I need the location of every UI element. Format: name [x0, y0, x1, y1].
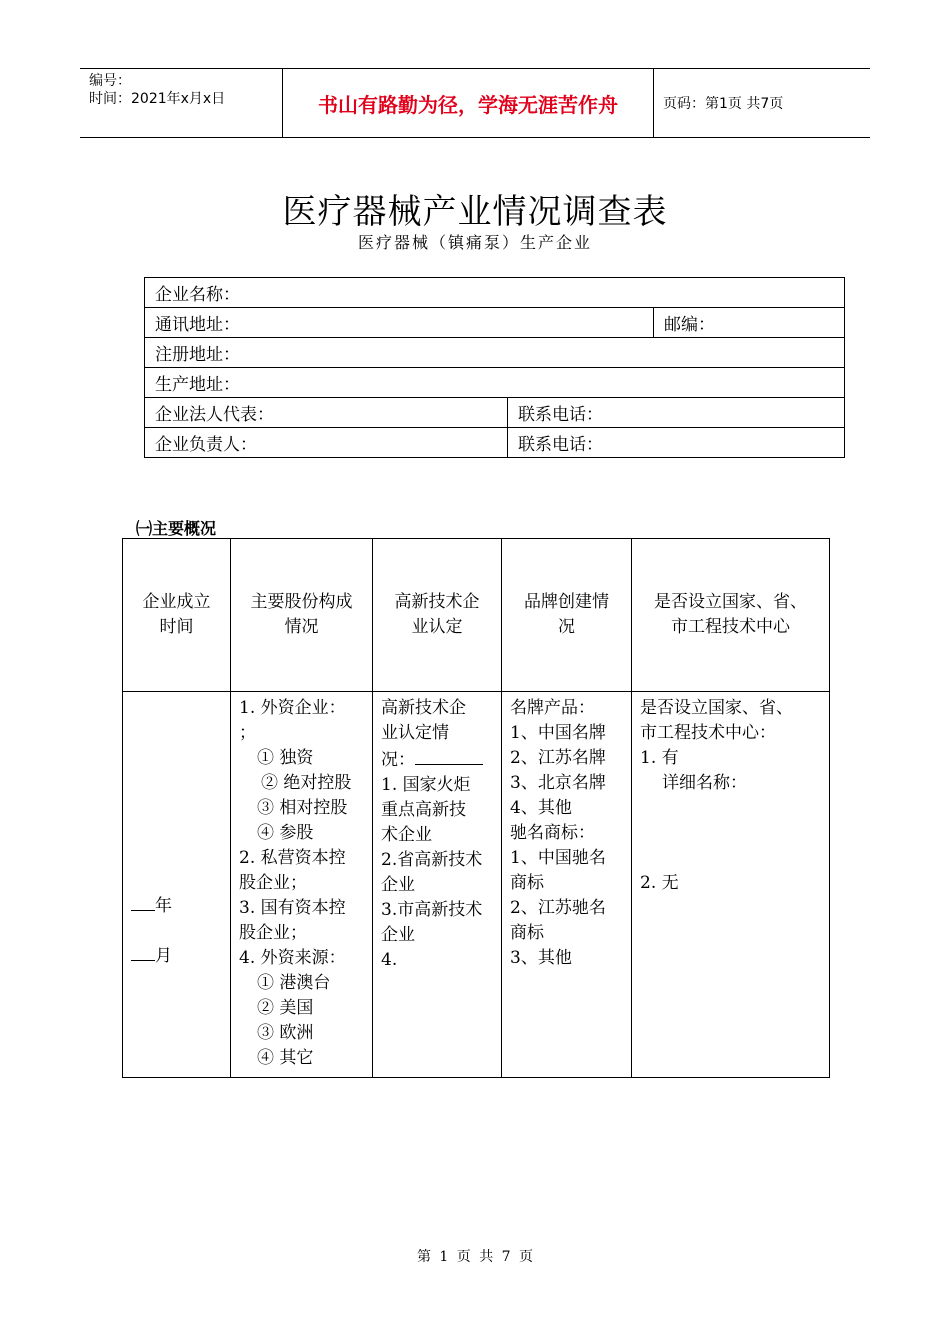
- blank-line: [131, 892, 155, 911]
- table-row: [123, 692, 830, 1078]
- list-item[interactable]: 2.省高新技术: [381, 850, 483, 870]
- header-text: 企业成立: [142, 592, 211, 612]
- list-item: 1. 外资企业：: [239, 698, 346, 718]
- table-row: [145, 368, 845, 398]
- list-item[interactable]: 3.市高新技术: [381, 900, 483, 920]
- header-hightech: [373, 539, 502, 692]
- list-item[interactable]: 1. 国家火炬: [381, 775, 471, 795]
- header-text: 主要股份构成: [250, 592, 353, 612]
- list-item: 企业: [381, 875, 415, 895]
- list-item[interactable]: 2、江苏名牌: [510, 748, 606, 768]
- list-item[interactable]: ③ 欧洲: [257, 1023, 314, 1043]
- list-item[interactable]: 4.: [381, 950, 398, 970]
- list-item: 企业: [381, 925, 415, 945]
- list-item: ；: [239, 723, 256, 743]
- table-header-row: [123, 539, 830, 692]
- header-text: 市工程技术中心: [671, 617, 790, 637]
- section-title: ㈠主要概况: [136, 519, 217, 538]
- list-item[interactable]: ① 独资: [257, 748, 314, 768]
- table-row: [145, 338, 845, 368]
- phone-field[interactable]: 联系电话：: [508, 398, 845, 428]
- list-item[interactable]: ④ 参股: [257, 823, 314, 843]
- list-item: 商标: [510, 923, 544, 943]
- header-text: 高新技术企: [394, 592, 480, 612]
- shares-cell: [231, 692, 373, 1078]
- address-field[interactable]: 通讯地址：: [145, 308, 654, 338]
- blank-line: [131, 942, 155, 961]
- list-item: 术企业: [381, 825, 432, 845]
- list-item: 股企业；: [239, 923, 307, 943]
- header-founding: [123, 539, 231, 692]
- list-item: 4. 外资来源：: [239, 948, 346, 968]
- list-item[interactable]: ③ 相对控股: [257, 798, 348, 818]
- spacer: [640, 796, 821, 871]
- manager-field[interactable]: 企业负责人：: [145, 428, 508, 458]
- list-item[interactable]: 3、其他: [510, 948, 572, 968]
- hightech-cell: [373, 692, 502, 1078]
- document-header: [80, 68, 870, 138]
- company-info-table: [144, 277, 845, 458]
- time-label: 时间：2021年x月x日: [89, 91, 226, 107]
- reg-address-field[interactable]: 注册地址：: [145, 338, 845, 368]
- table-row: [145, 398, 845, 428]
- phone-field[interactable]: 联系电话：: [508, 428, 845, 458]
- header-motto: 书山有路勤为径，学海无涯苦作舟: [283, 69, 654, 137]
- prod-address-field[interactable]: 生产地址：: [145, 368, 845, 398]
- founding-cell: [123, 692, 231, 1078]
- founding-month[interactable]: [131, 942, 172, 969]
- list-item: 是否设立国家、省、: [640, 698, 793, 718]
- header-text: 业认定: [411, 617, 463, 637]
- brand-cell: [502, 692, 632, 1078]
- list-item[interactable]: 4、其他: [510, 798, 572, 818]
- list-item[interactable]: 1、中国驰名: [510, 848, 606, 868]
- header-meta: [80, 69, 283, 137]
- center-cell: [632, 692, 830, 1078]
- list-item[interactable]: ② 美国: [257, 998, 314, 1018]
- list-item[interactable]: 1、中国名牌: [510, 723, 606, 743]
- month-label: 月: [155, 946, 172, 966]
- overview-table: [122, 538, 830, 1078]
- header-text: 况: [558, 617, 575, 637]
- list-item[interactable]: ① 港澳台: [257, 973, 331, 993]
- list-item[interactable]: 2、江苏驰名: [510, 898, 606, 918]
- list-item[interactable]: 3. 国有资本控: [239, 898, 346, 918]
- header-text: 情况: [284, 617, 319, 637]
- number-label: 编号：: [89, 73, 131, 89]
- header-text: 时间: [159, 617, 194, 637]
- list-item: 业认定情: [381, 723, 449, 743]
- list-item[interactable]: 2. 私营资本控: [239, 848, 346, 868]
- legal-rep-field[interactable]: 企业法人代表：: [145, 398, 508, 428]
- table-row: [145, 278, 845, 308]
- list-item[interactable]: 详细名称：: [662, 773, 747, 793]
- list-item: 市工程技术中心：: [640, 723, 776, 743]
- list-item: 商标: [510, 873, 544, 893]
- list-item[interactable]: 2. 无: [640, 873, 679, 893]
- list-item: 重点高新技: [381, 800, 466, 820]
- page-footer: 第 1 页 共 7 页: [416, 1249, 534, 1265]
- page-subtitle: 医疗器械（镇痛泵）生产企业: [357, 233, 592, 252]
- list-item: 股企业；: [239, 873, 307, 893]
- header-page-label: 页码：第1页 共7页: [663, 96, 784, 112]
- header-text: 品牌创建情: [524, 592, 609, 612]
- year-label: 年: [155, 896, 172, 916]
- header-shares: [231, 539, 373, 692]
- list-item: 名牌产品：: [510, 698, 595, 718]
- list-item[interactable]: ④ 其它: [257, 1048, 314, 1068]
- header-text: 是否设立国家、省、: [654, 592, 807, 612]
- page-title: 医疗器械产业情况调查表: [282, 192, 668, 232]
- list-item[interactable]: 3、北京名牌: [510, 773, 606, 793]
- table-row: [145, 428, 845, 458]
- list-item[interactable]: [381, 746, 493, 773]
- list-item: 高新技术企: [381, 698, 466, 718]
- company-name-field[interactable]: 企业名称：: [145, 278, 845, 308]
- postcode-field[interactable]: 邮编：: [654, 308, 845, 338]
- list-item: 驰名商标：: [510, 823, 595, 843]
- list-item[interactable]: ② 绝对控股: [261, 773, 352, 793]
- list-item[interactable]: 1. 有: [640, 748, 679, 768]
- table-row: [145, 308, 845, 338]
- hightech-status-label: 况：: [381, 750, 415, 770]
- header-brand: [502, 539, 632, 692]
- founding-year[interactable]: [131, 892, 172, 919]
- blank-line: [415, 746, 483, 765]
- header-center: [632, 539, 830, 692]
